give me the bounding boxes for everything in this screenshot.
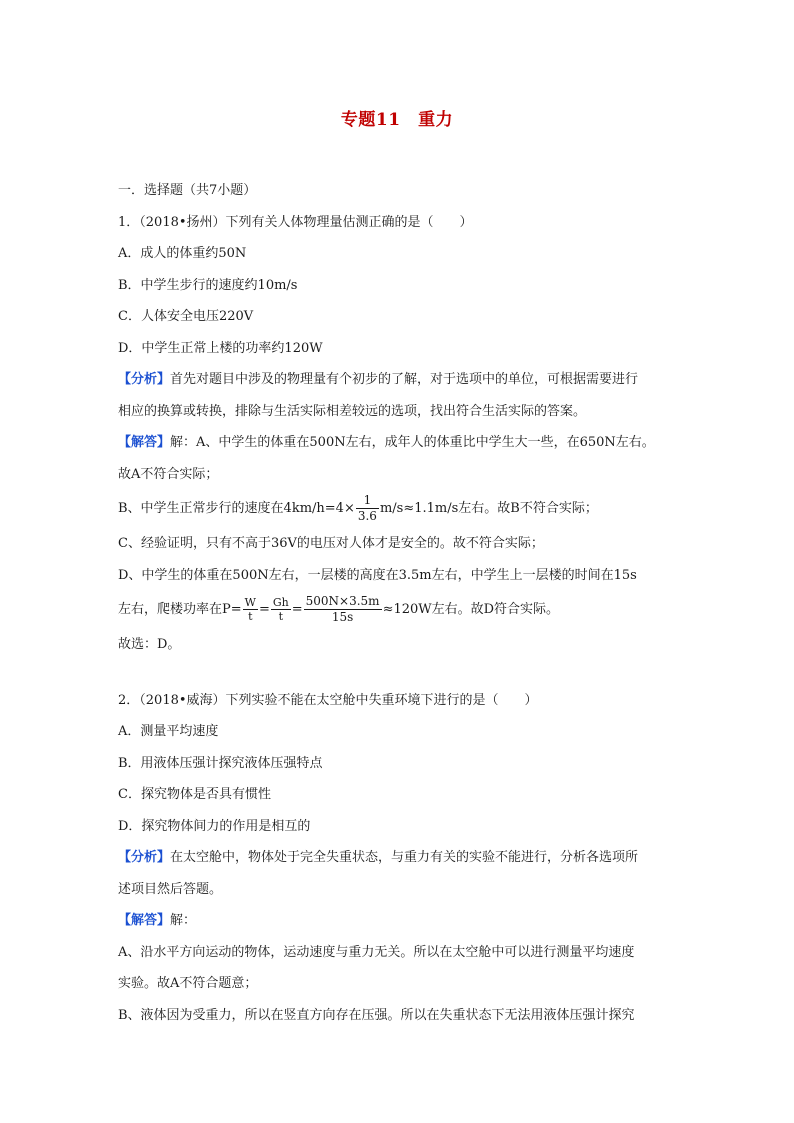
q1-solution-b: B、中学生正常步行的速度在4km/h=4× $\frac{1}{3.6}$ m/s≈1.1m/s左右。故B不符合实际；: [118, 493, 598, 523]
q1-option-d: D．中学生正常上楼的功率约120W: [118, 340, 323, 356]
q1-solution-d-formula: 左右，爬楼功率在P= $\frac{W}{t}$ = $\frac{Gh}{t}$ = $\frac{500N\times 3.5m}{15s}$ ≈120W左右。故D符合实际。: [118, 594, 560, 624]
q2-option-d: D．探究物体间力的作用是相互的: [118, 818, 311, 834]
document-body: [118, 175, 688, 1031]
fraction-power-calc: $\frac{500N\times 3.5m}{15s}$: [305, 594, 380, 624]
q1-stem: 1．（2018•扬州）下列有关人体物理量估测正确的是（ ）: [118, 214, 473, 230]
q1-solution-d: D、中学生的体重在500N左右，一层楼的高度在3.5m左右，中学生上一层楼的时间在15s: [118, 567, 637, 583]
q2-option-b: B．用液体压强计探究液体压强特点: [118, 755, 323, 771]
solution-label: 【解答】: [118, 913, 171, 928]
q2-option-a: A．测量平均速度: [118, 724, 219, 739]
q1-option-c: C．人体安全电压220V: [118, 309, 254, 324]
q1-option-a: A．成人的体重约50N: [118, 246, 247, 261]
q2-solution-a: A、沿水平方向运动的物体，运动速度与重力无关。所以在太空舱中可以进行测量平均速度: [118, 944, 635, 960]
analysis-label: 【分析】: [118, 372, 171, 387]
q1-solution-c: C、经验证明，只有不高于36V的电压对人体才是安全的。故不符合实际；: [118, 536, 544, 551]
q2-solution-a-cont: 实验。故A不符合题意；: [118, 976, 258, 991]
fraction-one-over-3-6: $\frac{1}{3.6}$: [357, 493, 377, 523]
fraction-gh-over-t: $\frac{Gh}{t}$: [272, 596, 289, 623]
q2-option-c: C．探究物体是否具有惯性: [118, 787, 271, 802]
q1-analysis-cont: 相应的换算或转换，排除与生活实际相差较远的选项，找出符合生活实际的答案。: [118, 403, 587, 419]
q2-analysis: 【分析】在太空舱中，物体处于完全失重状态，与重力有关的实验不能进行，分析各选项所: [118, 850, 639, 865]
section-heading: 一．选择题（共7小题）: [118, 183, 257, 198]
fraction-w-over-t: $\frac{W}{t}$: [244, 596, 256, 623]
q1-option-b: B．中学生步行的速度约10m/s: [118, 277, 298, 293]
analysis-label: 【分析】: [118, 850, 171, 865]
q2-stem: 2．（2018•威海）下列实验不能在太空舱中失重环境下进行的是（ ）: [118, 692, 538, 708]
q1-solution-a-cont: 故A不符合实际；: [118, 466, 219, 482]
solution-label: 【解答】: [118, 435, 171, 450]
q2-analysis-cont: 述项目然后答题。: [118, 881, 223, 897]
q2-solution-b: B、液体因为受重力，所以在竖直方向存在压强。所以在失重状态下无法用液体压强计探究: [118, 1007, 635, 1023]
page-title: 专题11 重力: [340, 110, 454, 130]
q1-analysis: 【分析】首先对题目中涉及的物理量有个初步的了解，对于选项中的单位，可根据需要进行: [118, 372, 639, 387]
q2-solution: 【解答】解：: [118, 913, 197, 928]
q1-answer: 故选：D。: [118, 637, 181, 652]
q1-solution: 【解答】解：A、中学生的体重在500N左右，成年人的体重比中学生大一些，在650N左右。: [118, 435, 655, 450]
